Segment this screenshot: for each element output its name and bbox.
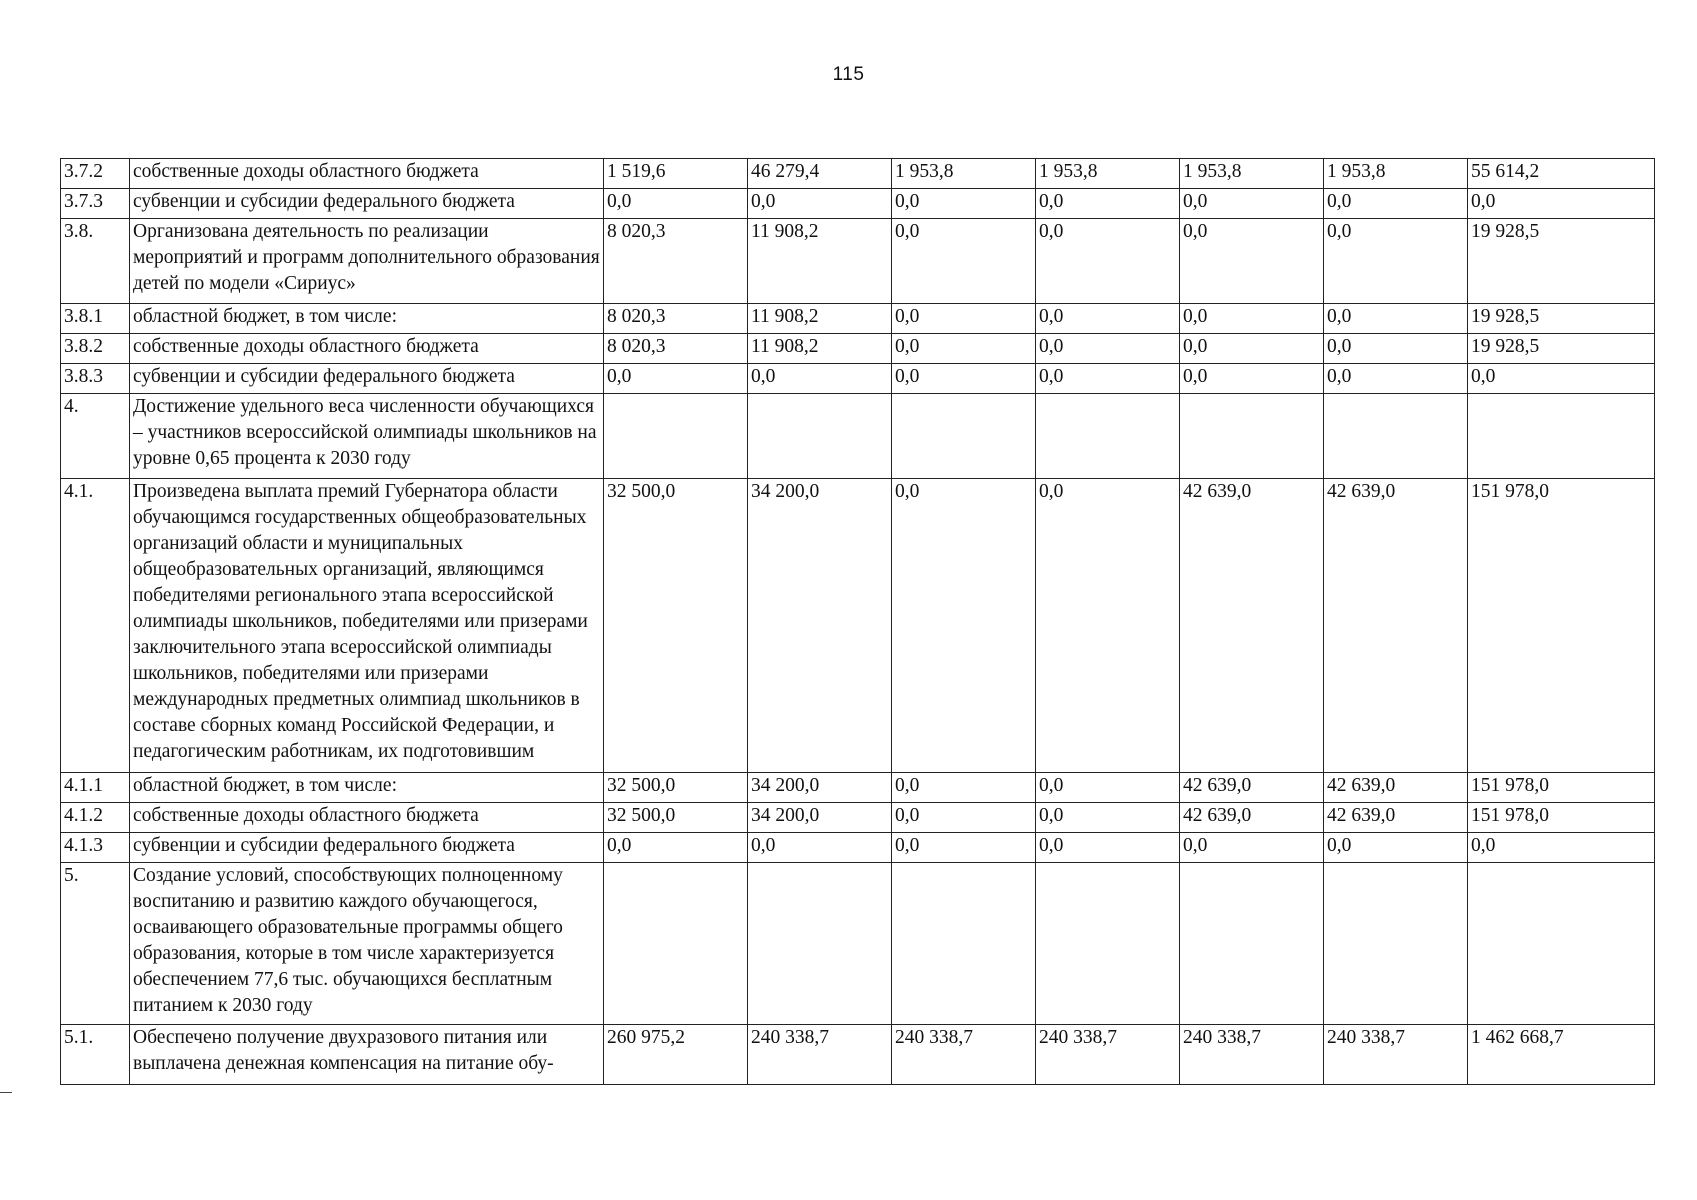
row-name: субвенции и субсидии федерального бюджета	[130, 364, 604, 394]
row-value: 0,0	[1036, 304, 1180, 334]
row-value: 240 338,7	[1036, 1025, 1180, 1085]
row-value: 0,0	[1036, 773, 1180, 803]
margin-mark	[0, 1092, 12, 1093]
row-value: 32 500,0	[604, 773, 748, 803]
row-value: 0,0	[1036, 189, 1180, 219]
row-name: собственные доходы областного бюджета	[130, 334, 604, 364]
table-body	[61, 159, 1655, 1085]
row-code: 4.1.3	[61, 833, 130, 863]
row-code: 3.8.1	[61, 304, 130, 334]
row-value: 1 953,8	[892, 159, 1036, 189]
row-value: 0,0	[748, 833, 892, 863]
row-value: 1 953,8	[1324, 159, 1468, 189]
table-row	[61, 159, 1655, 189]
row-value: 240 338,7	[1180, 1025, 1324, 1085]
row-value	[892, 863, 1036, 1025]
row-code: 3.8.	[61, 219, 130, 304]
row-code: 3.7.3	[61, 189, 130, 219]
table-row	[61, 803, 1655, 833]
table-row	[61, 773, 1655, 803]
row-code: 3.8.3	[61, 364, 130, 394]
row-value: 0,0	[1036, 803, 1180, 833]
row-value: 151 978,0	[1468, 479, 1655, 773]
row-value: 0,0	[1036, 219, 1180, 304]
row-code: 5.1.	[61, 1025, 130, 1085]
row-value: 8 020,3	[604, 334, 748, 364]
row-value: 0,0	[1180, 304, 1324, 334]
row-code: 5.	[61, 863, 130, 1025]
table-row	[61, 219, 1655, 304]
row-value: 11 908,2	[748, 334, 892, 364]
row-value: 0,0	[748, 364, 892, 394]
row-value	[1468, 394, 1655, 479]
row-code: 4.1.	[61, 479, 130, 773]
row-name: областной бюджет, в том числе:	[130, 773, 604, 803]
row-value: 42 639,0	[1180, 803, 1324, 833]
row-value: 32 500,0	[604, 479, 748, 773]
row-value	[1468, 863, 1655, 1025]
row-code: 4.1.1	[61, 773, 130, 803]
row-value: 1 953,8	[1036, 159, 1180, 189]
row-value: 46 279,4	[748, 159, 892, 189]
row-value	[1180, 863, 1324, 1025]
row-value: 1 953,8	[1180, 159, 1324, 189]
row-value: 8 020,3	[604, 304, 748, 334]
row-value: 260 975,2	[604, 1025, 748, 1085]
row-value: 0,0	[892, 479, 1036, 773]
row-value	[748, 863, 892, 1025]
row-value: 240 338,7	[892, 1025, 1036, 1085]
table-row	[61, 189, 1655, 219]
table-row	[61, 304, 1655, 334]
row-value: 0,0	[604, 364, 748, 394]
table-row	[61, 833, 1655, 863]
row-value: 0,0	[1324, 219, 1468, 304]
row-name: Достижение удельного веса численности обучающихся – участников всероссийской олимпиады школьников на уровне 0,65 процента к 2030 году	[130, 394, 604, 479]
row-value: 0,0	[1180, 219, 1324, 304]
row-name: собственные доходы областного бюджета	[130, 803, 604, 833]
row-value: 0,0	[1036, 833, 1180, 863]
table-row	[61, 863, 1655, 1025]
row-value: 0,0	[892, 773, 1036, 803]
row-code: 4.	[61, 394, 130, 479]
row-value: 0,0	[1324, 334, 1468, 364]
row-value: 0,0	[604, 189, 748, 219]
row-name: собственные доходы областного бюджета	[130, 159, 604, 189]
row-value	[604, 863, 748, 1025]
row-value: 0,0	[1180, 334, 1324, 364]
row-value	[1324, 394, 1468, 479]
row-value: 151 978,0	[1468, 773, 1655, 803]
row-value: 19 928,5	[1468, 334, 1655, 364]
row-value	[748, 394, 892, 479]
row-value: 0,0	[1180, 364, 1324, 394]
row-value	[892, 394, 1036, 479]
row-value: 0,0	[892, 833, 1036, 863]
row-value: 8 020,3	[604, 219, 748, 304]
row-value: 42 639,0	[1324, 773, 1468, 803]
row-value: 0,0	[892, 189, 1036, 219]
row-value: 0,0	[1324, 189, 1468, 219]
page-number: 115	[832, 64, 865, 85]
row-value: 34 200,0	[748, 479, 892, 773]
row-value: 0,0	[1180, 189, 1324, 219]
row-value: 0,0	[1036, 334, 1180, 364]
row-value: 240 338,7	[748, 1025, 892, 1085]
row-value	[1180, 394, 1324, 479]
row-value: 0,0	[1180, 833, 1324, 863]
row-value: 19 928,5	[1468, 304, 1655, 334]
row-value: 32 500,0	[604, 803, 748, 833]
row-name: субвенции и субсидии федерального бюджета	[130, 189, 604, 219]
table-row	[61, 479, 1655, 773]
row-value: 0,0	[1468, 833, 1655, 863]
row-name: субвенции и субсидии федерального бюджета	[130, 833, 604, 863]
budget-table	[60, 158, 1655, 1085]
table-row	[61, 394, 1655, 479]
row-value: 0,0	[892, 334, 1036, 364]
row-value: 42 639,0	[1324, 803, 1468, 833]
row-code: 3.8.2	[61, 334, 130, 364]
row-value: 34 200,0	[748, 803, 892, 833]
row-code: 4.1.2	[61, 803, 130, 833]
row-name: областной бюджет, в том числе:	[130, 304, 604, 334]
row-value: 0,0	[892, 219, 1036, 304]
row-name: Создание условий, способствующих полноценному воспитанию и развитию каждого обучающегося, осваивающего образовательные программы общего образования, которые в том числе характеризуется обеспечением 77,6 тыс. обучающихся бесплатным питанием к 2030 году	[130, 863, 604, 1025]
row-value: 0,0	[892, 304, 1036, 334]
row-value: 0,0	[1324, 304, 1468, 334]
row-value: 0,0	[1468, 364, 1655, 394]
row-value: 0,0	[1324, 364, 1468, 394]
table-row	[61, 1025, 1655, 1085]
row-value	[604, 394, 748, 479]
row-value: 0,0	[1036, 364, 1180, 394]
row-value: 240 338,7	[1324, 1025, 1468, 1085]
row-value: 11 908,2	[748, 304, 892, 334]
row-value: 0,0	[1324, 833, 1468, 863]
row-name: Обеспечено получение двухразового питания или выплачена денежная компенсация на питание обу-	[130, 1025, 604, 1085]
row-value: 0,0	[604, 833, 748, 863]
row-value	[1324, 863, 1468, 1025]
row-value: 0,0	[1036, 479, 1180, 773]
row-name: Организована деятельность по реализации мероприятий и программ дополнительного образования детей по модели «Сириус»	[130, 219, 604, 304]
row-value: 151 978,0	[1468, 803, 1655, 833]
row-value: 34 200,0	[748, 773, 892, 803]
row-value	[1036, 863, 1180, 1025]
row-value: 42 639,0	[1180, 479, 1324, 773]
row-value: 1 462 668,7	[1468, 1025, 1655, 1085]
row-code: 3.7.2	[61, 159, 130, 189]
row-value: 0,0	[1468, 189, 1655, 219]
row-value: 42 639,0	[1180, 773, 1324, 803]
row-value: 55 614,2	[1468, 159, 1655, 189]
row-value: 11 908,2	[748, 219, 892, 304]
row-name: Произведена выплата премий Губернатора области обучающимся государственных общеобразовательных организаций области и муниципальных общеобразовательных организаций, являющимся победителями регионального этапа всероссийской олимпиады школьников, победителями или призерами заключительного этапа всероссийской олимпиады школьников, победителями или призерами международных предметных олимпиад школьников в составе сборных команд Российской Федерации, и педагогическим работникам, их подготовившим	[130, 479, 604, 773]
row-value	[1036, 394, 1180, 479]
table-row	[61, 334, 1655, 364]
row-value: 19 928,5	[1468, 219, 1655, 304]
row-value: 0,0	[892, 803, 1036, 833]
row-value: 0,0	[892, 364, 1036, 394]
row-value: 0,0	[748, 189, 892, 219]
row-value: 1 519,6	[604, 159, 748, 189]
row-value: 42 639,0	[1324, 479, 1468, 773]
table-row	[61, 364, 1655, 394]
